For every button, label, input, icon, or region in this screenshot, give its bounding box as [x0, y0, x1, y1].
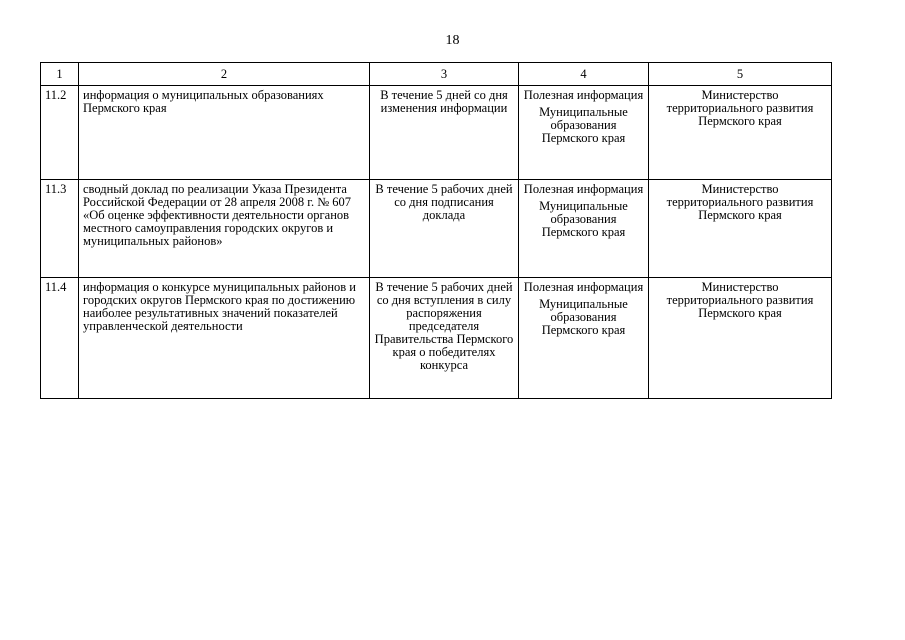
- row-description: информация о муниципальных образованиях Пермского края: [79, 86, 370, 180]
- row-responsible: Министерство территориального развития Пермского края: [649, 180, 832, 278]
- row-deadline: В течение 5 дней со дня изменения информации: [370, 86, 519, 180]
- row-description: информация о конкурсе муниципальных районов и городских округов Пермского края по достижению наиболее результативных значений показателей управленческой деятельности: [79, 278, 370, 399]
- row-category-cell: [519, 180, 649, 278]
- table-row: [41, 86, 832, 180]
- table-row: [41, 180, 832, 278]
- row-deadline: В течение 5 рабочих дней со дня вступления в силу распоряжения председателя Правительства Пермского края о победителях конкурса: [370, 278, 519, 399]
- row-category: Полезная информация: [523, 88, 644, 102]
- row-category: Полезная информация: [523, 182, 644, 196]
- row-category-cell: [519, 86, 649, 180]
- row-deadline: В течение 5 рабочих дней со дня подписания доклада: [370, 180, 519, 278]
- column-header-1: 1: [41, 63, 79, 86]
- row-description: сводный доклад по реализации Указа Президента Российской Федерации от 28 апреля 2008 г. № 607 «Об оценке эффективности деятельности органов местного самоуправления городских округов и муниципальных районов»: [79, 180, 370, 278]
- column-header-2: 2: [79, 63, 370, 86]
- column-header-3: 3: [370, 63, 519, 86]
- row-audience: Муниципальные образования Пермского края: [539, 105, 628, 145]
- table-row: [41, 278, 832, 399]
- row-category-cell: [519, 278, 649, 399]
- row-responsible: Министерство территориального развития Пермского края: [649, 278, 832, 399]
- column-header-5: 5: [649, 63, 832, 86]
- column-header-4: 4: [519, 63, 649, 86]
- row-responsible: Министерство территориального развития Пермского края: [649, 86, 832, 180]
- row-category: Полезная информация: [523, 280, 644, 294]
- document-table: [40, 62, 832, 399]
- row-number: 11.4: [41, 278, 79, 399]
- page-number: 18: [445, 33, 460, 48]
- table-header-row: [41, 63, 832, 86]
- row-audience: Муниципальные образования Пермского края: [539, 297, 628, 337]
- row-number: 11.2: [41, 86, 79, 180]
- row-number: 11.3: [41, 180, 79, 278]
- row-audience: Муниципальные образования Пермского края: [539, 199, 628, 239]
